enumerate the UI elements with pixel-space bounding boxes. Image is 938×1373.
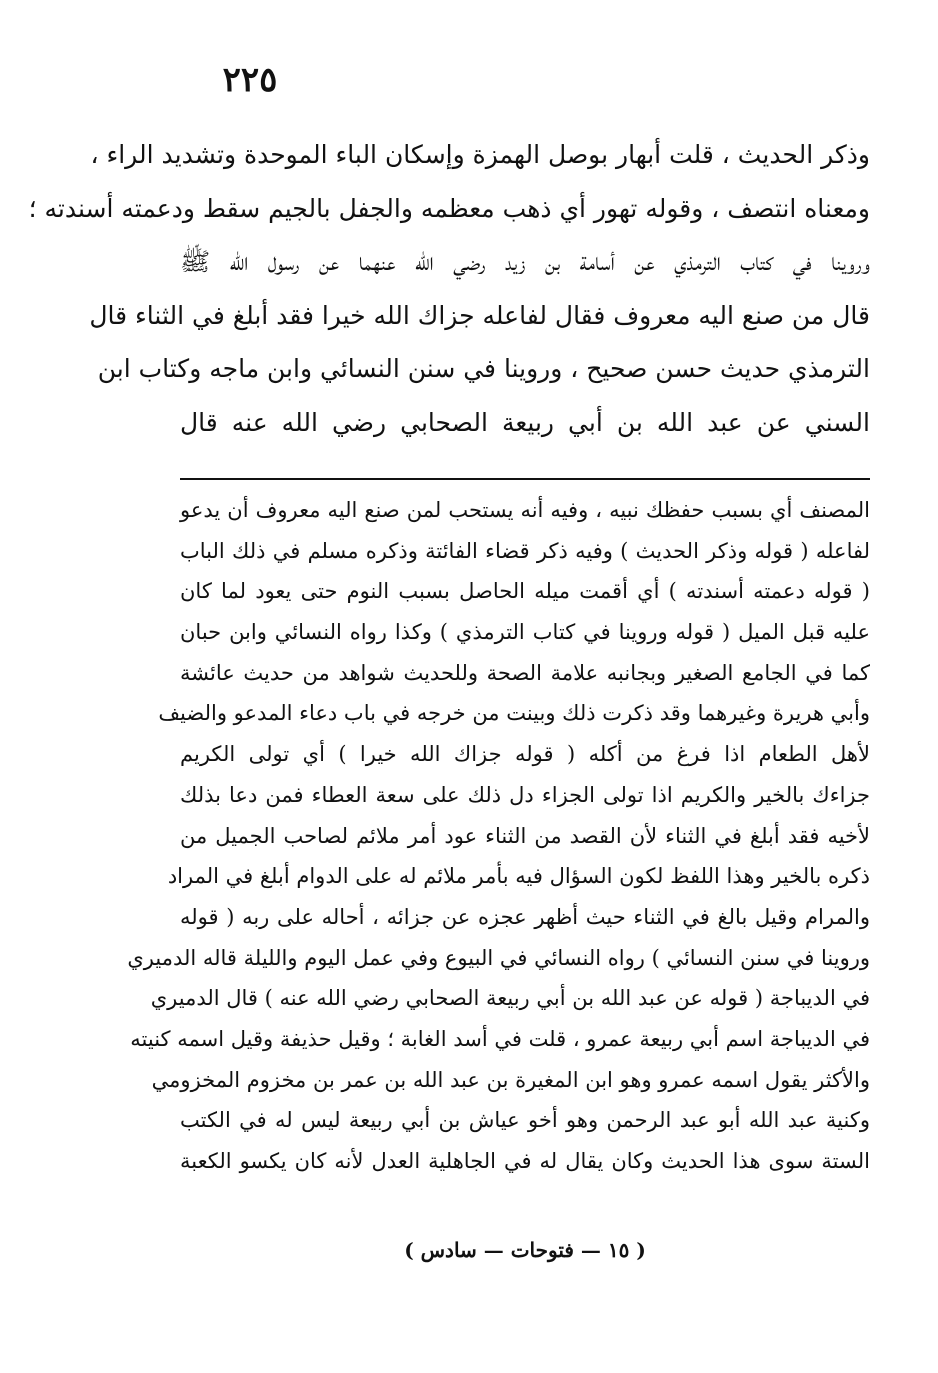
commentary-line: في الديباجة ( قوله عن عبد الله بن أبي ربيعة الصحابي رضي الله عنه ) قال الدميري xyxy=(150,986,870,1011)
main-line: الترمذي حديث حسن صحيح ، وروينا في سنن النسائي وابن ماجه وكتاب ابن xyxy=(97,354,870,383)
commentary-line: لفاعله ( قوله وذكر الحديث ) وفيه ذكر قضاء الفائتة وذكره مسلم في ذلك الباب xyxy=(180,538,870,563)
commentary-line: ذكره بالخير وهذا اللفظ لكون السؤال فيه بأمر ملائم له على الدوام أبلغ في المراد xyxy=(167,864,870,889)
commentary-line: كما في الجامع الصغير وبجانبه علامة الصحة وللحديث شواهد من حديث عائشة xyxy=(180,660,870,685)
main-line: ومعناه انتصف ، وقوله تهور أي ذهب معظمه والجفل بالجيم سقط ودعمته أسندته ؛ xyxy=(28,193,870,223)
page-number: ٢٢٥ xyxy=(222,60,278,100)
commentary-line: ( قوله دعمته أسندته ) أي أقمت ميله الحاصل بسبب النوم حتى يعود لما كان xyxy=(180,579,870,604)
main-text-block xyxy=(28,128,870,449)
commentary-line: لأخيه فقد أبلغ في الثناء لأن القصد من الثناء عود أمر ملائم لصاحب الجميل من xyxy=(180,823,870,848)
main-line: وروينا في كتاب الترمذي عن أسامة بن زيد رضي الله عنهما عن رسول الله ﷺ xyxy=(180,247,870,276)
commentary-block xyxy=(127,490,870,1182)
main-line: وذكر الحديث ، قلت أبهار بوصل الهمزة وإسكان الباء الموحدة وتشديد الراء ، xyxy=(90,140,870,169)
commentary-line: الستة سوى هذا الحديث وكان يقال له في الجاهلية العدل لأنه كان يكسو الكعبة xyxy=(180,1149,870,1173)
commentary-line: وروينا في سنن النسائي ) رواه النسائي في البيوع وفي عمل اليوم والليلة قاله الدميري xyxy=(127,945,870,970)
commentary-line: والأكثر يقول اسمه عمرو وهو ابن المغيرة بن عبد الله بن عمر بن مخزوم المخزومي xyxy=(151,1067,870,1092)
commentary-line: لأهل الطعام اذا فرغ من أكله ( قوله جزاك الله خيرا ) أي تولى الكريم xyxy=(180,742,870,767)
commentary-line: المصنف أي بسبب حفظك نبيه ، وفيه أنه يستحب لمن صنع اليه معروف أن يدعو xyxy=(180,498,870,522)
commentary-line: وكنية عبد الله أبو عبد الرحمن وهو أخو عياش بن أبي ربيعة ليس له في الكتب xyxy=(180,1108,870,1133)
section-divider xyxy=(180,478,870,480)
main-line: قال من صنع اليه معروف فقال لفاعله جزاك الله خيرا فقد أبلغ في الثناء قال xyxy=(89,300,870,330)
commentary-line: وأبي هريرة وغيرهما وقد ذكرت ذلك وبينت من خرجه في باب دعاء المدعو والضيف xyxy=(158,701,870,726)
commentary-line: جزاءك بالخير والكريم اذا تولى الجزاء دل ذلك على سعة العطاء فمن دعا بذلك xyxy=(180,782,870,807)
commentary-line: في الديباجة اسم أبي ربيعة عمرو ، قلت في أسد الغابة ؛ وقيل حذيفة وقيل اسمه كنيته xyxy=(130,1026,870,1051)
commentary-line: والمرام وقيل بالغ في الثناء حيث أظهر عجزه عن جزائه ، أحاله على ربه ( قوله xyxy=(180,904,870,929)
signature-footer: ( ١٥ — فتوحات — سادس ) xyxy=(404,1238,646,1262)
main-line: السني عن عبد الله بن أبي ربيعة الصحابي رضي الله عنه قال xyxy=(180,407,870,437)
commentary-line: عليه قبل الميل ( قوله وروينا في كتاب الترمذي ) وكذا رواه النسائي وابن حبان xyxy=(180,620,870,645)
